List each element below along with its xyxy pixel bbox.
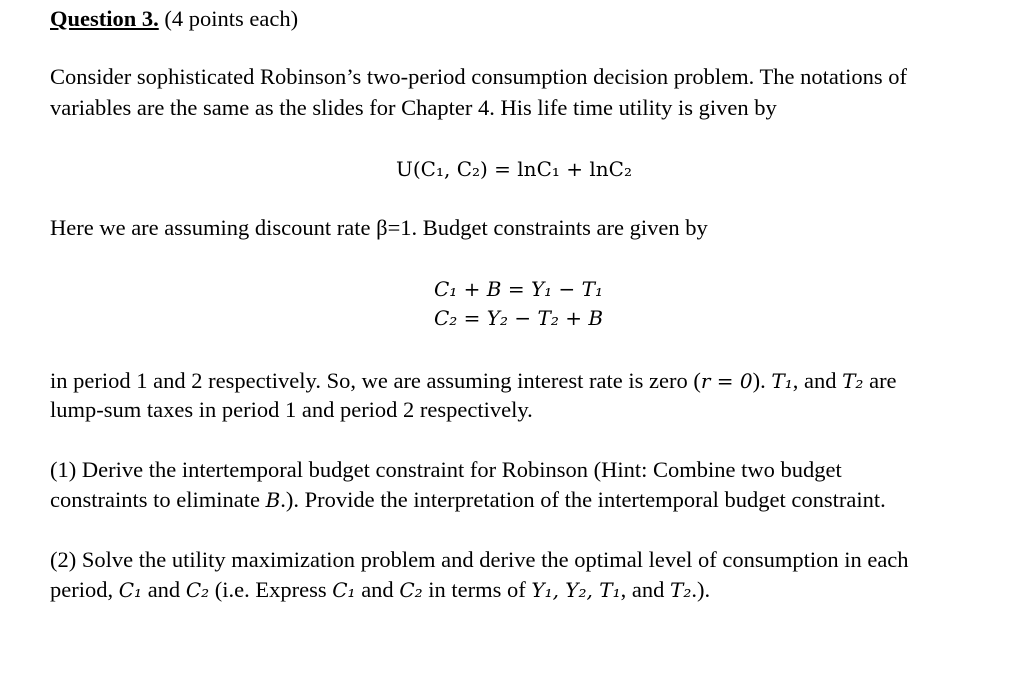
intro-line-2: variables are the same as the slides for Chapter 4. His life time utility is given by xyxy=(50,95,777,120)
c1-math-second: C₁ xyxy=(332,578,356,602)
part-2-comma-and: , and xyxy=(620,577,670,602)
part-2-line-1: (2) Solve the utility maximization problem and derive the optimal level of consumption in each xyxy=(50,547,909,572)
interest-text-and: , and xyxy=(792,368,843,393)
part-1-line-2-start: constraints to eliminate xyxy=(50,487,266,512)
intro-line-1: Consider sophisticated Robinson’s two-period consumption decision problem. The notations of xyxy=(50,64,907,89)
part-1-line-2 xyxy=(50,486,886,514)
interest-text-line-1 xyxy=(50,367,897,395)
interest-text-start: in period 1 and 2 respectively. So, we are assuming interest rate is zero ( xyxy=(50,368,701,393)
budget-constraint-period-2: C₂ = Y₂ − T₂ + B xyxy=(434,306,604,330)
interest-rate-math: r = 0 xyxy=(700,369,753,393)
c1-math: C₁ xyxy=(118,578,143,602)
variable-b-math: B xyxy=(265,488,281,512)
part-2-in-terms: in terms of xyxy=(422,577,532,602)
t2-math: T₂ xyxy=(669,578,692,602)
part-2-and-second: and xyxy=(355,577,400,602)
part-1-line-2-end: .). Provide the interpretation of the intertemporal budget constraint. xyxy=(280,487,886,512)
interest-text-line-2: lump-sum taxes in period 1 and period 2 respectively. xyxy=(50,397,533,422)
question-points: (4 points each) xyxy=(158,6,299,31)
question-heading xyxy=(50,5,298,33)
c2-math: C₂ xyxy=(185,578,210,602)
part-2-line-2 xyxy=(50,576,710,604)
discount-rate-text: Here we are assuming discount rate β=1. Budget constraints are given by xyxy=(50,215,708,240)
budget-constraint-period-1: C₁ + B = Y₁ − T₁ xyxy=(434,277,604,301)
c2-math-second: C₂ xyxy=(399,578,423,602)
part-2-express: (i.e. Express xyxy=(209,577,333,602)
utility-equation: U(C₁, C₂) = lnC₁ + lnC₂ xyxy=(396,157,632,181)
part-1-line-1: (1) Derive the intertemporal budget constraint for Robinson (Hint: Combine two budget xyxy=(50,457,842,482)
part-2-period: period, xyxy=(50,577,119,602)
income-tax-vars-math: Y₁, Y₂, T₁ xyxy=(531,578,621,602)
interest-text-mid: ). xyxy=(752,368,772,393)
tax-t2-math: T₂ xyxy=(842,369,864,393)
part-2-end: .). xyxy=(691,577,711,602)
part-2-and: and xyxy=(142,577,186,602)
tax-t1-math: T₁ xyxy=(771,369,793,393)
interest-text-end: are xyxy=(863,368,897,393)
question-title: Question 3. xyxy=(50,6,159,31)
